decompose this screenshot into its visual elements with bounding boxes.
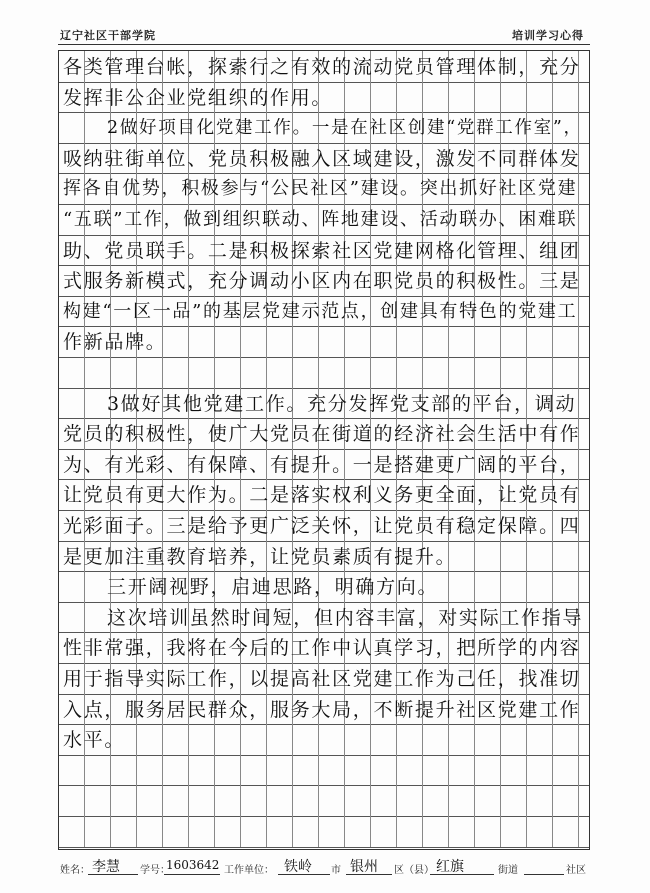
street-underline bbox=[430, 874, 494, 875]
district-underline bbox=[346, 874, 392, 875]
grid-row bbox=[59, 265, 589, 297]
author-info-footer bbox=[58, 857, 598, 879]
handwritten-line bbox=[63, 360, 587, 386]
header-divider bbox=[58, 44, 590, 45]
handwritten-line: 式服务新模式，充分调动小区内在职党员的积极性。三是 bbox=[63, 270, 581, 293]
grid-row bbox=[59, 663, 589, 695]
grid-row bbox=[59, 479, 589, 511]
grid-row bbox=[59, 388, 589, 420]
grid-row bbox=[59, 112, 589, 144]
grid-row bbox=[59, 326, 589, 358]
handwritten-line: 是更加注重教育培养，让党员素质有提升。 bbox=[63, 545, 457, 568]
document-type-header: 培训学习心得 bbox=[512, 29, 584, 42]
district-value: 银州 bbox=[350, 859, 378, 875]
grid-row bbox=[59, 571, 589, 603]
grid-row bbox=[59, 357, 589, 389]
handwritten-line: 助、党员联手。二是积极探索社区党建网格化管理、组团 bbox=[63, 239, 581, 262]
handwritten-line bbox=[63, 758, 587, 784]
grid-row bbox=[59, 296, 589, 328]
grid-row bbox=[59, 51, 589, 83]
grid-row bbox=[59, 602, 589, 634]
grid-row bbox=[59, 510, 589, 542]
handwritten-line: 为、有光彩、有保障、有提升。一是搭建更广阔的平台， bbox=[63, 453, 581, 476]
writing-grid bbox=[58, 50, 590, 850]
city-underline bbox=[278, 874, 330, 875]
handwritten-line: 各类管理台帐，探索行之有效的流动党员管理体制，充分 bbox=[63, 56, 581, 78]
handwritten-line: 让党员有更大作为。二是落实权利义务更全面，让党员有 bbox=[63, 484, 581, 507]
city-value: 铁岭 bbox=[284, 859, 312, 875]
handwritten-line: 入点，服务居民群众，服务大局，不断提升社区党建工作 bbox=[63, 698, 581, 721]
work-unit-label: 工作单位： bbox=[224, 865, 274, 876]
student-id-value: 1603642 bbox=[166, 858, 220, 872]
handwritten-line bbox=[63, 819, 587, 845]
grid-row bbox=[59, 173, 589, 205]
street-value: 红旗 bbox=[436, 859, 464, 875]
handwritten-line: “五联”工作，做到组织联动、阵地建设、活动联办、困难联 bbox=[63, 209, 578, 230]
handwritten-line: 水平。 bbox=[63, 729, 126, 752]
handwritten-line: 吸纳驻街单位、党员积极融入区域建设，激发不同群体发 bbox=[63, 147, 581, 170]
name-label: 姓名： bbox=[60, 865, 90, 876]
grid-row bbox=[59, 632, 589, 664]
handwritten-line: 挥各自优势，积极参与“公民社区”建设。突出抓好社区党建 bbox=[63, 178, 578, 200]
city-suffix: 市 bbox=[331, 865, 341, 876]
handwritten-line: 光彩面子。三是给予更广泛关怀，让党员有稳定保障。四 bbox=[63, 515, 581, 537]
handwritten-line: 三开阔视野，启迪思路，明确方向。 bbox=[107, 576, 439, 599]
student-id-underline bbox=[164, 874, 220, 875]
district-suffix: 区（县） bbox=[394, 865, 434, 876]
grid-row bbox=[59, 541, 589, 573]
name-value: 李慧 bbox=[92, 859, 120, 875]
community-underline bbox=[524, 874, 564, 875]
college-name-header: 辽宁社区干部学院 bbox=[60, 29, 156, 42]
grid-row bbox=[59, 82, 589, 114]
handwritten-line: 发挥非公企业党组织的作用。 bbox=[63, 86, 333, 109]
grid-row bbox=[59, 143, 589, 175]
grid-row bbox=[59, 724, 589, 756]
name-underline bbox=[88, 874, 138, 875]
handwritten-line: 3做好其他党建工作。充分发挥党支部的平台，调动 bbox=[107, 392, 577, 415]
handwritten-line: 构建“一区一品”的基层党建示范点，创建具有特色的党建工 bbox=[63, 300, 578, 322]
handwritten-line: 作新品牌。 bbox=[63, 331, 167, 354]
community-suffix: 社区 bbox=[566, 865, 586, 876]
grid-row bbox=[59, 755, 589, 787]
grid-row bbox=[59, 785, 589, 817]
grid-row bbox=[59, 204, 589, 236]
handwritten-line bbox=[63, 788, 587, 814]
handwritten-line: 党员的积极性，使广大党员在街道的经济社会生活中有作 bbox=[63, 423, 581, 446]
grid-row bbox=[59, 418, 589, 450]
grid-row bbox=[59, 235, 589, 267]
handwritten-line: 性非常强，我将在今后的工作中认真学习，把所学的内容 bbox=[63, 637, 581, 660]
handwritten-line: 2做好项目化党建工作。一是在社区创建“党群工作室”， bbox=[107, 118, 583, 139]
grid-row bbox=[59, 694, 589, 726]
student-id-label: 学号： bbox=[140, 865, 170, 876]
grid-row bbox=[59, 816, 589, 848]
grid-row bbox=[59, 449, 589, 481]
handwritten-line: 这次培训虽然时间短，但内容丰富，对实际工作指导 bbox=[107, 606, 584, 629]
handwritten-line: 用于指导实际工作，以提高社区党建工作为己任，找准切 bbox=[63, 668, 581, 690]
street-suffix: 街道 bbox=[498, 865, 518, 876]
